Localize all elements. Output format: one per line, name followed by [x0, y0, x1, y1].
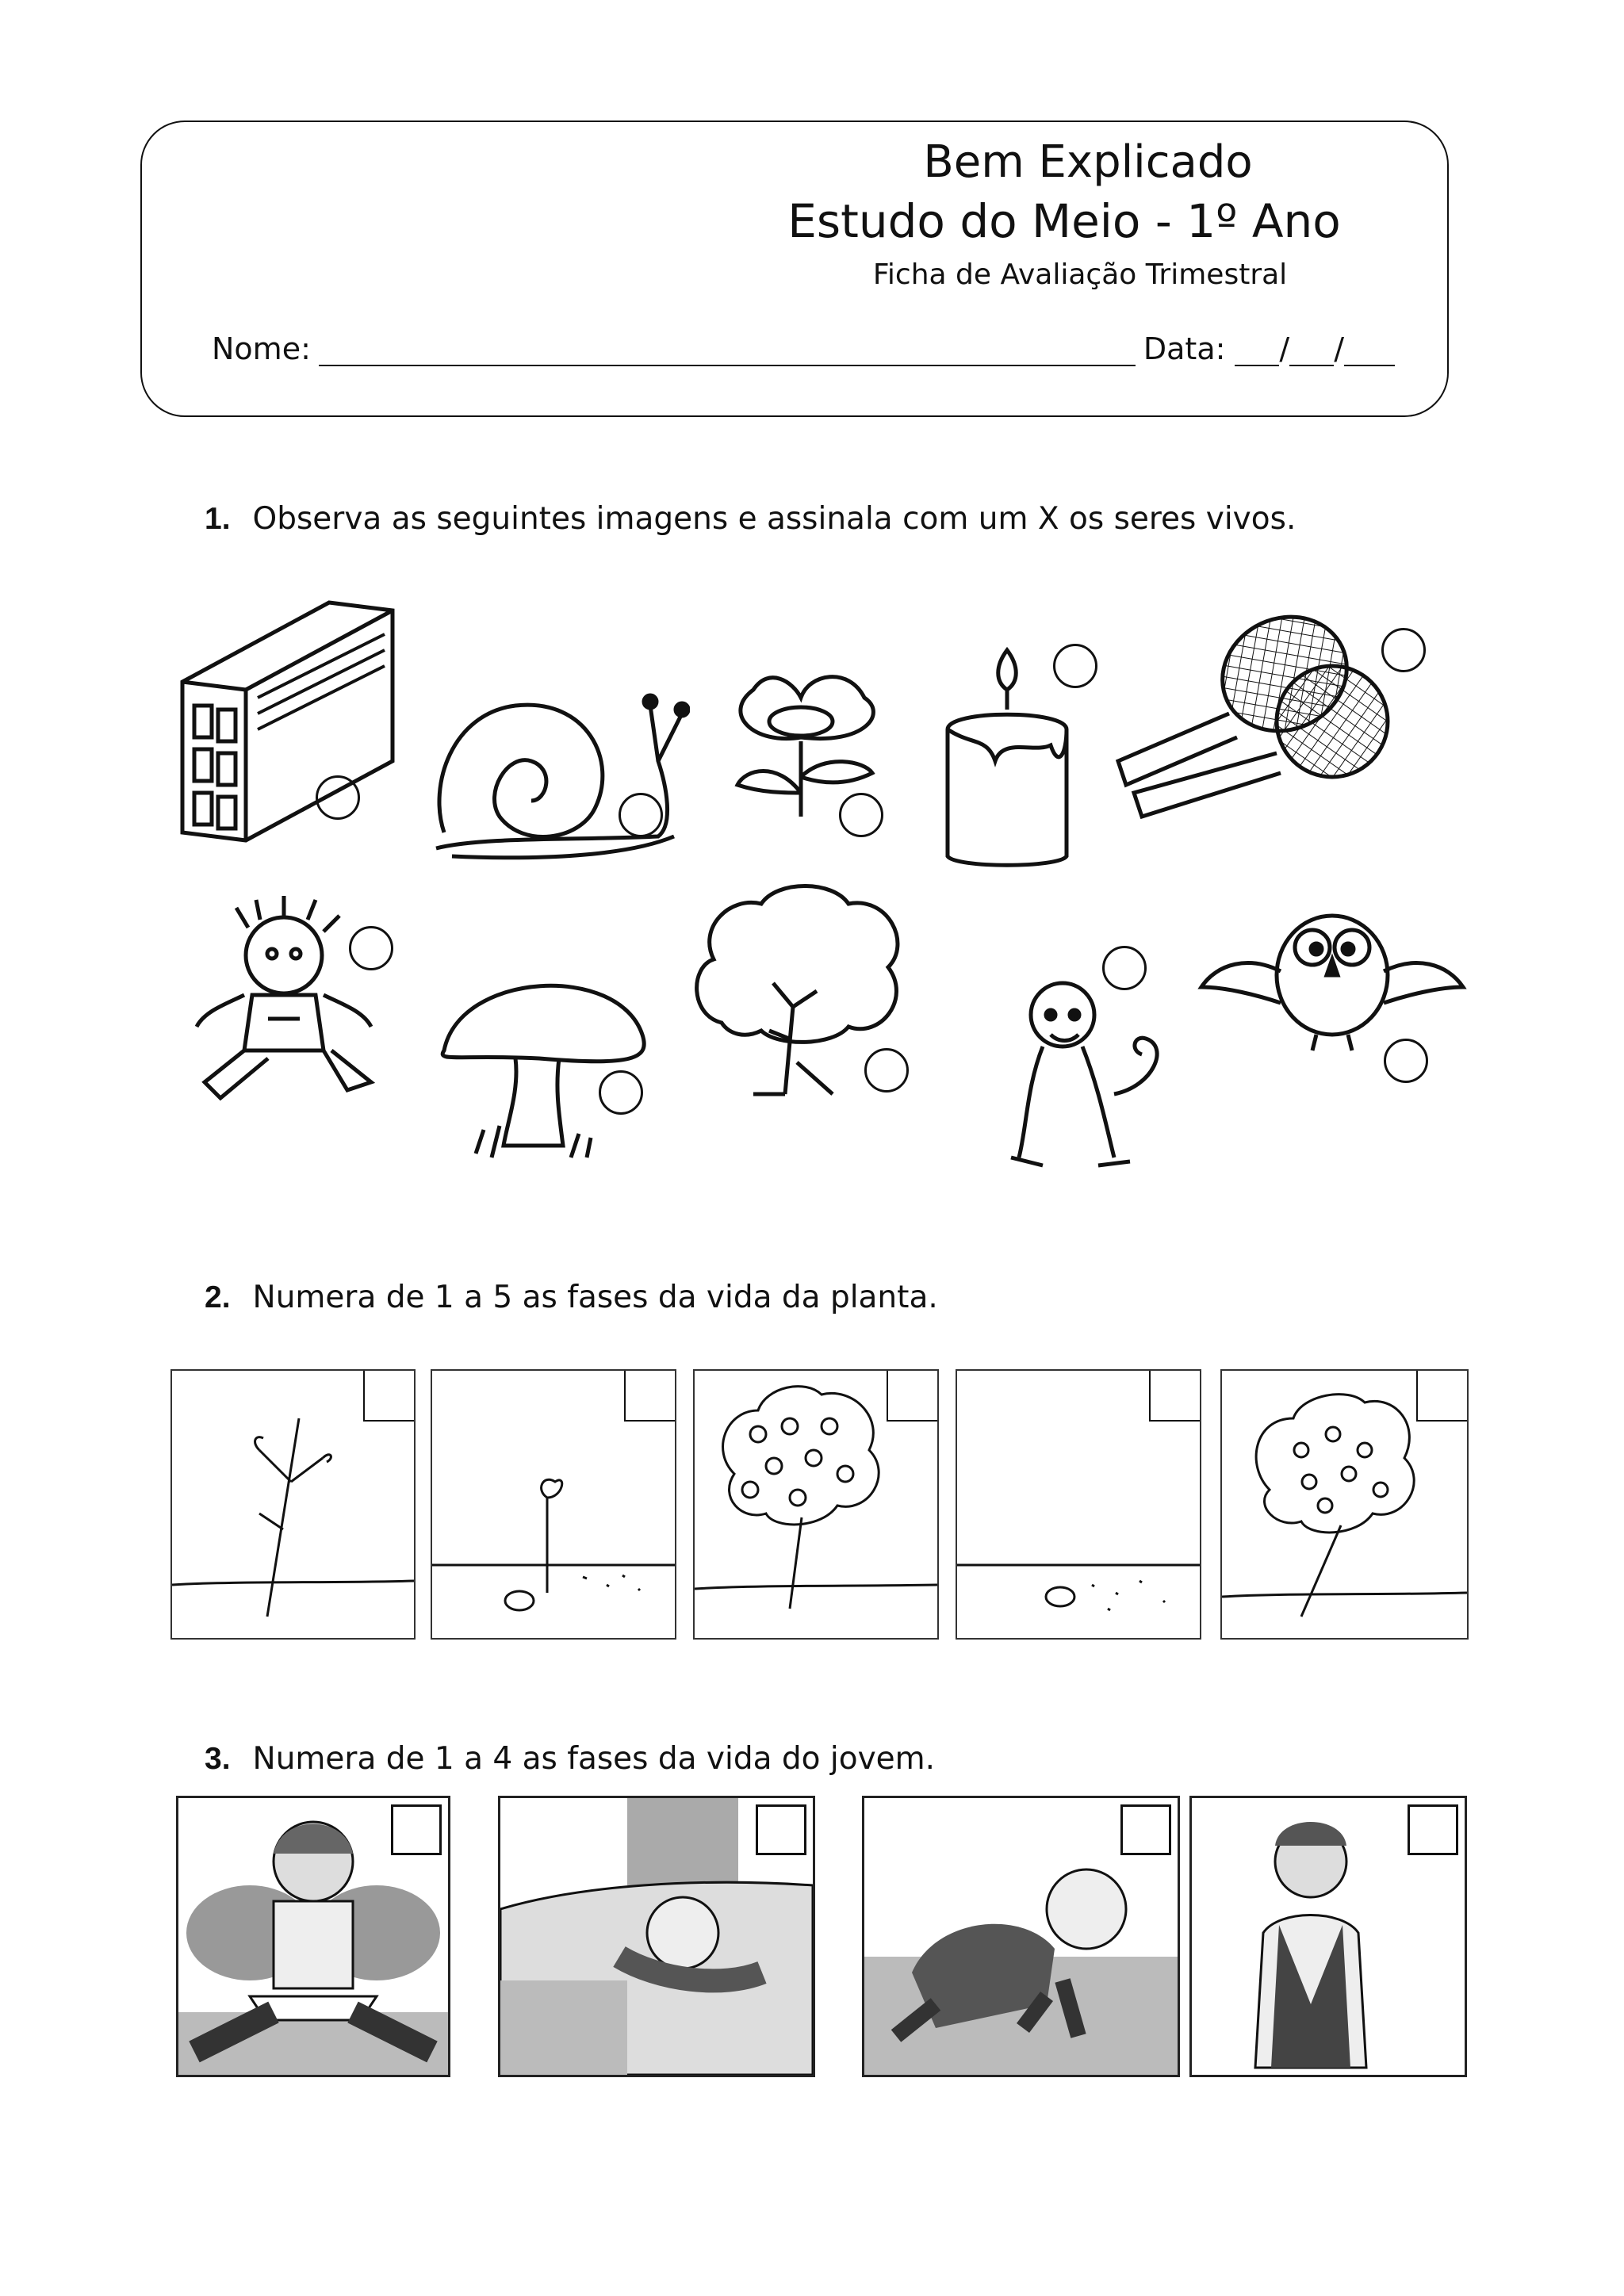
question-3 [205, 1741, 935, 1777]
answer-circle-mushroom[interactable] [599, 1070, 643, 1115]
life-stage-panel-crawling-toddler [862, 1796, 1180, 2077]
flowering-tree-illustration [695, 1371, 937, 1638]
doll-icon [173, 892, 387, 1106]
plant-stage-panel-fruit-tree [1220, 1369, 1469, 1640]
plant-stage-panel-planted-seed [956, 1369, 1201, 1640]
answer-circle-snail[interactable] [619, 793, 663, 837]
number-box[interactable] [1408, 1804, 1458, 1855]
fruit-tree-illustration [1222, 1371, 1467, 1638]
date-separator: / [1279, 331, 1290, 366]
date-month-field[interactable] [1289, 336, 1334, 366]
question-2 [205, 1280, 938, 1315]
subject-title: Estudo do Meio - 1º Ano [787, 194, 1341, 248]
date-label: Data: [1143, 331, 1226, 366]
answer-circle-flower[interactable] [839, 793, 883, 837]
question-1 [205, 501, 1296, 537]
question-text: Numera de 1 a 4 as fases da vida do jovem. [252, 1741, 936, 1777]
date-separator: / [1334, 331, 1345, 366]
name-label: Nome: [212, 331, 311, 366]
plant-stage-panel-flowering-tree [693, 1369, 939, 1640]
life-stage-panel-child-reading [176, 1796, 450, 2077]
number-box[interactable] [1120, 1804, 1171, 1855]
answer-circle-monkey[interactable] [1102, 946, 1147, 990]
plant-stage-panel-young-sapling [170, 1369, 416, 1640]
mushroom-icon [428, 955, 658, 1169]
number-box[interactable] [391, 1804, 442, 1855]
brick-icon [170, 579, 400, 856]
date-year-field[interactable] [1344, 336, 1395, 366]
answer-circle-brick[interactable] [316, 775, 360, 820]
sprout-illustration [432, 1371, 675, 1638]
answer-circle-rackets[interactable] [1381, 628, 1426, 672]
date-day-field[interactable] [1235, 336, 1279, 366]
answer-circle-tree[interactable] [864, 1048, 909, 1093]
question-number: 1. [205, 502, 231, 536]
question-number: 2. [205, 1280, 231, 1314]
seed-illustration [957, 1371, 1200, 1638]
name-date-row [212, 331, 1415, 366]
answer-circle-doll[interactable] [349, 926, 393, 970]
answer-circle-candle[interactable] [1053, 644, 1097, 688]
question-number: 3. [205, 1742, 231, 1776]
brand-title: Bem Explicado [923, 136, 1253, 188]
sapling-illustration [172, 1371, 414, 1638]
question-text: Numera de 1 a 5 as fases da vida da planta. [252, 1280, 938, 1315]
name-field[interactable] [319, 336, 1136, 366]
worksheet-subtitle: Ficha de Avaliação Trimestral [872, 258, 1288, 291]
life-stage-panel-baby-in-crib [498, 1796, 815, 2077]
header-box [140, 121, 1449, 417]
answer-circle-owl[interactable] [1384, 1039, 1428, 1083]
plant-stage-panel-sprouting-seed [431, 1369, 676, 1640]
question-text: Observa as seguintes imagens e assinala com um X os seres vivos. [252, 501, 1297, 537]
life-stage-panel-young-boy [1189, 1796, 1467, 2077]
number-box[interactable] [756, 1804, 806, 1855]
monkey-icon [995, 967, 1170, 1181]
owl-icon [1193, 900, 1471, 1058]
